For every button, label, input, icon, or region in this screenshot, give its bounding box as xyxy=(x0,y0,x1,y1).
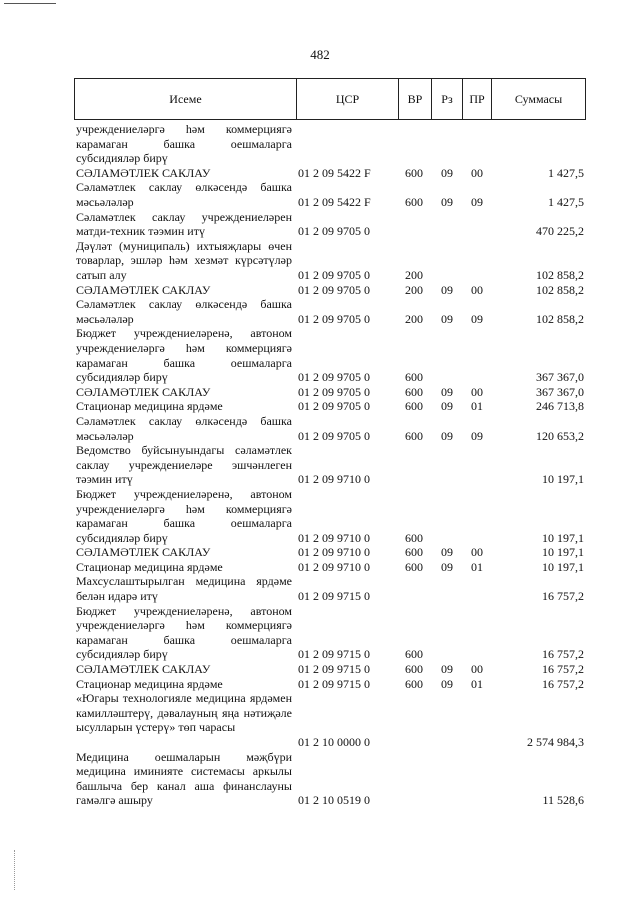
header-rz: Рз xyxy=(441,92,453,106)
row-name: Ведомство буйсынуындагы сәламәтлек саклау учреждениеләре эшчәнлеген тәэмин итү xyxy=(76,443,292,487)
table-row xyxy=(74,545,586,560)
row-rz: 09 xyxy=(441,676,453,691)
row-name: Сәламәтлек саклау учреждениеләрен матди-техник тәэмин итү xyxy=(76,209,292,239)
row-rz: 09 xyxy=(441,399,453,414)
row-pr: 01 xyxy=(471,559,483,574)
row-csr: 01 2 09 5422 F xyxy=(298,194,371,209)
scan-edge-mark xyxy=(4,3,56,4)
row-name: Дәүләт (муниципаль) ихтыяҗлары өчен товарлар, эшләр һәм хезмәт күрсәтүләр сатып алу xyxy=(76,238,292,282)
row-vr: 600 xyxy=(405,165,423,180)
table-row xyxy=(74,399,586,414)
header-pr: ПР xyxy=(469,92,485,106)
row-pr: 09 xyxy=(471,194,483,209)
row-pr: 01 xyxy=(471,399,483,414)
row-sum: 470 225,2 xyxy=(536,224,584,239)
row-pr: 00 xyxy=(471,545,483,560)
row-csr: 01 2 09 9705 0 xyxy=(298,399,370,414)
row-rz: 09 xyxy=(441,545,453,560)
row-pr: 00 xyxy=(471,384,483,399)
table-row xyxy=(74,604,586,662)
row-sum: 246 713,8 xyxy=(536,399,584,414)
row-sum: 2 574 984,3 xyxy=(527,735,584,750)
row-vr: 600 xyxy=(405,559,423,574)
table-row xyxy=(74,326,586,384)
table-row xyxy=(74,122,586,166)
table-row xyxy=(74,443,586,487)
row-rz: 09 xyxy=(441,282,453,297)
row-sum: 10 197,1 xyxy=(542,472,584,487)
row-pr: 00 xyxy=(471,165,483,180)
row-csr: 01 2 09 5422 F xyxy=(298,165,371,180)
row-csr: 01 2 09 9715 0 xyxy=(298,647,370,662)
row-sum: 102 858,2 xyxy=(536,311,584,326)
row-sum: 10 197,1 xyxy=(542,530,584,545)
row-csr: 01 2 09 9705 0 xyxy=(298,311,370,326)
row-rz: 09 xyxy=(441,194,453,209)
row-pr: 00 xyxy=(471,662,483,677)
row-pr: 00 xyxy=(471,282,483,297)
row-vr: 600 xyxy=(405,530,423,545)
row-rz: 09 xyxy=(441,311,453,326)
row-rz: 09 xyxy=(441,428,453,443)
row-sum: 16 757,2 xyxy=(542,647,584,662)
row-csr: 01 2 09 9705 0 xyxy=(298,282,370,297)
row-sum: 10 197,1 xyxy=(542,559,584,574)
row-vr: 200 xyxy=(405,267,423,282)
row-name: Стационар медицина ярдәме xyxy=(76,399,223,414)
row-sum: 11 528,6 xyxy=(542,793,584,808)
table-row xyxy=(74,239,586,283)
row-sum: 16 757,2 xyxy=(542,676,584,691)
row-sum: 1 427,5 xyxy=(548,194,584,209)
row-name: учреждениеләргә һәм коммерциягә карамаган башка оешмаларга субсидияләр бирү xyxy=(76,122,292,166)
row-csr: 01 2 09 9705 0 xyxy=(298,267,370,282)
row-name: Стационар медицина ярдәме xyxy=(76,676,223,691)
row-name: Махсуслаштырылган медицина ярдәме белән идарә итү xyxy=(76,574,292,604)
table-row xyxy=(74,677,586,692)
row-vr: 200 xyxy=(405,282,423,297)
row-sum: 102 858,2 xyxy=(536,267,584,282)
header-name: Исеме xyxy=(169,92,202,106)
scan-margin-dots xyxy=(14,850,17,890)
row-vr: 200 xyxy=(405,311,423,326)
table-row xyxy=(74,210,586,239)
row-name: Бюджет учреждениеләренә, автоном учреждениеләргә һәм коммерциягә карамаган башка оешмаларга субсидияләр бирү xyxy=(76,326,292,385)
row-rz: 09 xyxy=(441,165,453,180)
row-vr: 600 xyxy=(405,370,423,385)
row-csr: 01 2 09 9715 0 xyxy=(298,589,370,604)
row-name: Сәламәтлек саклау өлкәсендә башка мәсьәләләр xyxy=(76,413,292,443)
row-vr: 600 xyxy=(405,647,423,662)
row-name: Сәламәтлек саклау өлкәсендә башка мәсьәләләр xyxy=(76,297,292,326)
row-csr: 01 2 09 9705 0 xyxy=(298,370,370,385)
row-name: Сәламәтлек саклау өлкәсендә башка мәсьәләләр xyxy=(76,180,292,209)
row-sum: 102 858,2 xyxy=(536,282,584,297)
header-csr: ЦСР xyxy=(335,92,360,106)
row-rz: 09 xyxy=(441,662,453,677)
row-csr: 01 2 09 9710 0 xyxy=(298,530,370,545)
row-sum: 367 367,0 xyxy=(536,384,584,399)
row-csr: 01 2 09 9715 0 xyxy=(298,676,370,691)
row-name: СӘЛАМӘТЛЕК САКЛАУ xyxy=(76,282,211,297)
row-csr: 01 2 09 9710 0 xyxy=(298,472,370,487)
row-name: Бюджет учреждениеләренә, автоном учреждениеләргә һәм коммерциягә карамаган башка оешмаларга субсидияләр бирү xyxy=(76,603,292,662)
header-sum: Суммасы xyxy=(514,92,563,106)
row-rz: 09 xyxy=(441,559,453,574)
row-vr: 600 xyxy=(405,194,423,209)
page-number: 482 xyxy=(310,47,330,62)
row-name: «Югары технологияле медицина ярдәмен камилләштерү, дәвалауның яңа нәтиҗәле ысулларын үстерү» төп чарасы xyxy=(76,691,292,735)
row-pr: 09 xyxy=(471,428,483,443)
row-csr: 01 2 09 9710 0 xyxy=(298,559,370,574)
table-row xyxy=(74,662,586,677)
table-row xyxy=(74,691,586,749)
row-csr: 01 2 10 0000 0 xyxy=(298,735,370,750)
row-sum: 16 757,2 xyxy=(542,662,584,677)
table-body xyxy=(74,122,586,808)
table-row xyxy=(74,297,586,326)
row-name: СӘЛАМӘТЛЕК САКЛАУ xyxy=(76,165,211,180)
row-name: СӘЛАМӘТЛЕК САКЛАУ xyxy=(76,384,211,399)
table-row xyxy=(74,166,586,181)
row-vr: 600 xyxy=(405,662,423,677)
table-header xyxy=(74,78,586,120)
table-row xyxy=(74,414,586,443)
row-vr: 600 xyxy=(405,676,423,691)
row-csr: 01 2 09 9705 0 xyxy=(298,428,370,443)
row-vr: 600 xyxy=(405,545,423,560)
row-csr: 01 2 09 9715 0 xyxy=(298,662,370,677)
row-pr: 01 xyxy=(471,676,483,691)
header-vr: ВР xyxy=(407,92,423,106)
row-csr: 01 2 09 9710 0 xyxy=(298,545,370,560)
row-csr: 01 2 09 9705 0 xyxy=(298,224,370,239)
table-row xyxy=(74,283,586,298)
row-rz: 09 xyxy=(441,384,453,399)
table-row xyxy=(74,560,586,575)
row-vr: 600 xyxy=(405,384,423,399)
table-row xyxy=(74,487,586,545)
row-pr: 09 xyxy=(471,311,483,326)
row-csr: 01 2 10 0519 0 xyxy=(298,793,370,808)
row-sum: 10 197,1 xyxy=(542,545,584,560)
table-row xyxy=(74,180,586,209)
row-name: Стационар медицина ярдәме xyxy=(76,559,223,574)
row-name: Бюджет учреждениеләренә, автоном учреждениеләргә һәм коммерциягә карамаган башка оешмаларга субсидияләр бирү xyxy=(76,486,292,545)
table-row xyxy=(74,750,586,808)
row-sum: 120 653,2 xyxy=(536,428,584,443)
row-vr: 600 xyxy=(405,428,423,443)
row-name: Медицина оешмаларын мәҗбүри медицина иминияте системасы аркылы башлыча бер канал аша финанслауны гамәлгә ашыру xyxy=(76,749,292,808)
table-row xyxy=(74,385,586,400)
row-name: СӘЛАМӘТЛЕК САКЛАУ xyxy=(76,545,211,560)
row-csr: 01 2 09 9705 0 xyxy=(298,384,370,399)
table-row xyxy=(74,574,586,603)
row-sum: 16 757,2 xyxy=(542,589,584,604)
row-sum: 367 367,0 xyxy=(536,370,584,385)
row-name: СӘЛАМӘТЛЕК САКЛАУ xyxy=(76,662,211,677)
row-sum: 1 427,5 xyxy=(548,165,584,180)
row-vr: 600 xyxy=(405,399,423,414)
